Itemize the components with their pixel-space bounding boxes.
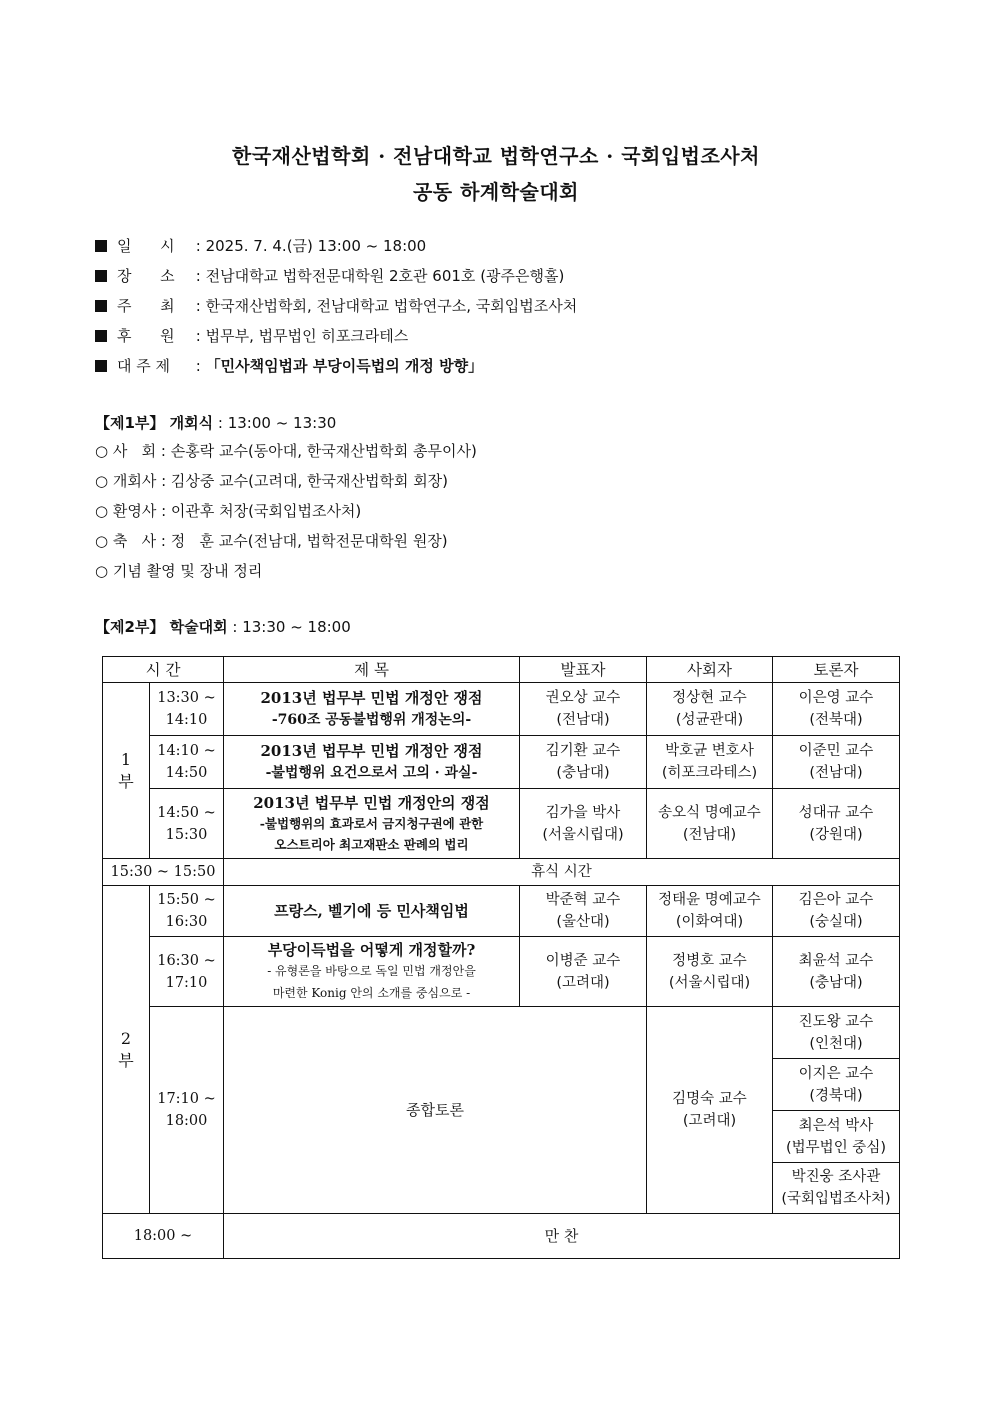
header-moderator: 사회자: [647, 657, 773, 683]
moderator: 김명숙 교수 (고려대): [647, 1007, 773, 1214]
part2-heading: 【제2부】 학술대회 : 13:30 ~ 18:00: [95, 618, 351, 636]
header-time: 시 간: [103, 657, 224, 683]
session-title: 프랑스, 벨기에 등 민사책임법: [224, 886, 520, 937]
session-time: 14:10 ~ 14:50: [150, 736, 224, 789]
table-row: [103, 937, 900, 1007]
presenter: 이병준 교수 (고려대): [520, 937, 647, 1007]
discussant: 이준민 교수 (전남대): [773, 736, 900, 789]
discussant: 진도왕 교수 (인천대): [773, 1007, 899, 1059]
dinner-row: [103, 1214, 900, 1259]
part2-label: 2 부: [103, 886, 150, 1214]
table-row: [103, 736, 900, 789]
square-bullet-icon: [95, 270, 107, 282]
discussant: 김은아 교수 (숭실대): [773, 886, 900, 937]
moderator: 정상현 교수 (성균관대): [647, 683, 773, 736]
opening-item: ○ 축 사 : 정 훈 교수(전남대, 법학전문대학원 원장): [95, 532, 448, 550]
discussant: 최윤석 교수 (충남대): [773, 937, 900, 1007]
session-title: 부당이득법을 어떻게 개정할까? - 유형론을 바탕으로 독일 민법 개정안을 마련한 Konig 안의 소개를 중심으로 -: [224, 937, 520, 1007]
opening-item: ○ 환영사 : 이관후 처장(국회입법조사처): [95, 502, 362, 520]
part1-heading: 【제1부】 개회식 : 13:00 ~ 13:30: [95, 414, 337, 432]
session-title: 종합토론: [224, 1007, 647, 1214]
presenter: 박준혁 교수 (울산대): [520, 886, 647, 937]
discussant: 이은영 교수 (전북대): [773, 683, 900, 736]
info-date: 일 시 : 2025. 7. 4.(금) 13:00 ~ 18:00: [95, 236, 426, 256]
break-time: 15:30 ~ 15:50: [103, 859, 224, 886]
opening-item: ○ 사 회 : 손홍락 교수(동아대, 한국재산법학회 총무이사): [95, 442, 477, 460]
discussant: 최은석 박사 (법무법인 중심): [773, 1111, 899, 1163]
break-label: 휴식 시간: [224, 859, 900, 886]
presenter: 권오상 교수 (전남대): [520, 683, 647, 736]
presenter: 김가을 박사 (서울시립대): [520, 789, 647, 859]
session-title: 2013년 법무부 민법 개정안 쟁점 -불법행위 요건으로서 고의 · 과실-: [224, 736, 520, 789]
discussant: 이지은 교수 (경북대): [773, 1059, 899, 1111]
square-bullet-icon: [95, 330, 107, 342]
dinner-time: 18:00 ~: [103, 1214, 224, 1259]
table-row: [103, 886, 900, 937]
info-host: 주 최 : 한국재산법학회, 전남대학교 법학연구소, 국회입법조사처: [95, 296, 577, 316]
page-subtitle: 공동 하계학술대회: [412, 180, 580, 204]
moderator: 박호균 변호사 (히포크라테스): [647, 736, 773, 789]
table-row: [103, 789, 900, 859]
discussant: 박진웅 조사관 (국회입법조사처): [781, 1169, 891, 1207]
session-time: 15:50 ~ 16:30: [150, 886, 224, 937]
session-time: 16:30 ~ 17:10: [150, 937, 224, 1007]
moderator: 송오식 명예교수 (전남대): [647, 789, 773, 859]
moderator: 정병호 교수 (서울시립대): [647, 937, 773, 1007]
table-row: [103, 683, 900, 736]
moderator: 정태윤 명예교수 (이화여대): [647, 886, 773, 937]
discussant: 성대규 교수 (강원대): [773, 789, 900, 859]
square-bullet-icon: [95, 240, 107, 252]
info-theme: 대 주 제 : 「민사책임법과 부당이득법의 개정 방향」: [95, 356, 483, 376]
discussant-list: [773, 1007, 900, 1214]
header-title: 제 목: [224, 657, 520, 683]
session-time: 14:50 ~ 15:30: [150, 789, 224, 859]
part1-label: 1 부: [103, 683, 150, 859]
session-title: 2013년 법무부 민법 개정안의 쟁점 -불법행위의 효과로서 금지청구권에 관한 오스트리아 최고재판소 판례의 법리: [224, 789, 520, 859]
session-title: 2013년 법무부 민법 개정안 쟁점 -760조 공동불법행위 개정논의-: [224, 683, 520, 736]
schedule-table: [102, 656, 900, 1259]
session-time: 17:10 ~ 18:00: [150, 1007, 224, 1214]
opening-item: ○ 기념 촬영 및 장내 정리: [95, 562, 263, 580]
square-bullet-icon: [95, 360, 107, 372]
info-sponsor: 후 원 : 법무부, 법무법인 히포크라테스: [95, 326, 408, 346]
square-bullet-icon: [95, 300, 107, 312]
header-presenter: 발표자: [520, 657, 647, 683]
page-title: 한국재산법학회 · 전남대학교 법학연구소 · 국회입법조사처: [232, 144, 760, 168]
general-discussion-row: [103, 1007, 900, 1214]
dinner-label: 만 찬: [224, 1214, 900, 1259]
presenter: 김기환 교수 (충남대): [520, 736, 647, 789]
break-row: [103, 859, 900, 886]
opening-item: ○ 개회사 : 김상중 교수(고려대, 한국재산법학회 회장): [95, 472, 449, 490]
info-place: 장 소 : 전남대학교 법학전문대학원 2호관 601호 (광주은행홀): [95, 266, 564, 286]
session-time: 13:30 ~ 14:10: [150, 683, 224, 736]
header-discussant: 토론자: [773, 657, 900, 683]
table-header-row: [103, 657, 900, 683]
